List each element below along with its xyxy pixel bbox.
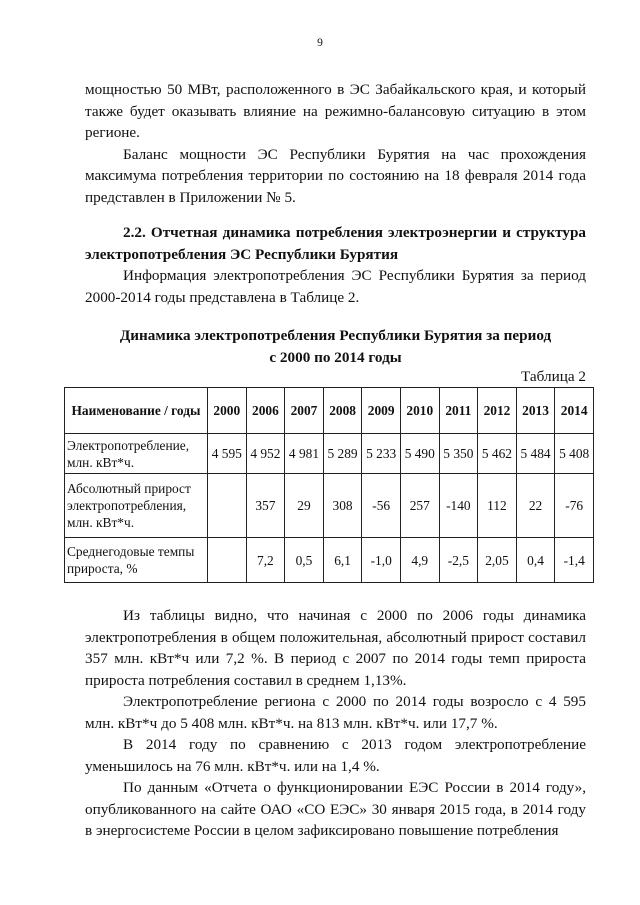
- table-cell: 6,1: [323, 538, 362, 583]
- table-cell: -76: [555, 474, 594, 538]
- table-row: [65, 474, 594, 538]
- section-heading: 2.2. Отчетная динамика потребления электроэнергии и структура электропотребления ЭС Республики Бурятия: [85, 224, 586, 263]
- analysis-block: [85, 605, 586, 842]
- table-cell: 4 595: [208, 434, 247, 474]
- table-header-year: 2010: [400, 388, 439, 434]
- intro-block: [85, 79, 586, 208]
- table-header-row: [65, 388, 594, 434]
- table-header-year: 2012: [478, 388, 517, 434]
- table-header-year: 2008: [323, 388, 362, 434]
- table-cell: 5 408: [555, 434, 594, 474]
- table-label: Таблица 2: [521, 368, 586, 385]
- table-cell: 7,2: [246, 538, 285, 583]
- analysis-paragraph-3: В 2014 году по сравнению с 2013 годом электропотребление уменьшилось на 76 млн. кВт*ч. или на 1,4 %.: [85, 736, 586, 775]
- analysis-paragraph-2: Электропотребление региона с 2000 по 2014 годы возросло с 4 595 млн. кВт*ч до 5 408 млн. кВт*ч. на 813 млн. кВт*ч. или 17,7 %.: [85, 693, 586, 732]
- table-cell: 2,05: [478, 538, 517, 583]
- table-cell: 357: [246, 474, 285, 538]
- section-block: [85, 222, 586, 308]
- table-cell: [208, 474, 247, 538]
- table-cell: 4,9: [400, 538, 439, 583]
- table-cell: 257: [400, 474, 439, 538]
- table-cell: -1,0: [362, 538, 401, 583]
- table-header-year: 2013: [516, 388, 555, 434]
- table-row: [65, 538, 594, 583]
- consumption-table: [64, 387, 594, 583]
- table-cell: 0,4: [516, 538, 555, 583]
- table-header-year: 2006: [246, 388, 285, 434]
- table-row-name: Электропотребление, млн. кВт*ч.: [65, 434, 208, 474]
- intro-paragraph-1: мощностью 50 МВт, расположенного в ЭС Забайкальского края, и который также будет оказывать влияние на режимно-балансовую ситуацию в этом регионе.: [85, 81, 586, 141]
- table-cell: 5 289: [323, 434, 362, 474]
- table-cell: 5 490: [400, 434, 439, 474]
- table-title-line-1: Динамика электропотребления Республики Бурятия за период: [119, 327, 552, 344]
- table-cell: [208, 538, 247, 583]
- table-header-year: 2000: [208, 388, 247, 434]
- section-paragraph-1: Информация электропотребления ЭС Республики Бурятия за период 2000-2014 годы представлена в Таблице 2.: [85, 267, 586, 306]
- table-cell: -140: [439, 474, 478, 538]
- table-header-name: Наименование / годы: [65, 388, 208, 434]
- table-header-year: 2009: [362, 388, 401, 434]
- table-cell: 112: [478, 474, 517, 538]
- table-cell: 22: [516, 474, 555, 538]
- table-cell: 5 350: [439, 434, 478, 474]
- table-cell: 29: [285, 474, 324, 538]
- table-cell: 308: [323, 474, 362, 538]
- table-cell: -1,4: [555, 538, 594, 583]
- table-title: [85, 325, 586, 368]
- page-number: 9: [317, 37, 323, 49]
- table-cell: 5 233: [362, 434, 401, 474]
- table-header-year: 2014: [555, 388, 594, 434]
- table-row-name: Абсолютный прирост электропотребления, млн. кВт*ч.: [65, 474, 208, 538]
- table-row: [65, 434, 594, 474]
- table-cell: 4 952: [246, 434, 285, 474]
- table-title-line-2: с 2000 по 2014 годы: [269, 348, 402, 366]
- table-cell: 5 462: [478, 434, 517, 474]
- table-cell: 0,5: [285, 538, 324, 583]
- table-cell: 4 981: [285, 434, 324, 474]
- intro-paragraph-2: Баланс мощности ЭС Республики Бурятия на час прохождения максимума потребления территории по состоянию на 18 февраля 2014 года представлен в Приложении № 5.: [85, 145, 586, 206]
- table-cell: -2,5: [439, 538, 478, 583]
- table-header-year: 2011: [439, 388, 478, 434]
- table-cell: 5 484: [516, 434, 555, 474]
- table-row-name: Среднегодовые темпы прироста, %: [65, 538, 208, 583]
- analysis-paragraph-1: Из таблицы видно, что начиная с 2000 по 2006 годы динамика электропотребления в общем положительная, абсолютный прирост составил 357 млн. кВт*ч или 7,2 %. В период с 2007 по 2014 годы темп прироста прироста потребления составил в среднем 1,13%.: [85, 607, 586, 689]
- table-header-year: 2007: [285, 388, 324, 434]
- analysis-paragraph-4: По данным «Отчета о функционировании ЕЭС России в 2014 году», опубликованного на сайте ОАО «СО ЕЭС» 30 января 2015 года, в 2014 году в энергосистеме России в целом зафиксировано повышение потребления: [85, 779, 586, 839]
- table-cell: -56: [362, 474, 401, 538]
